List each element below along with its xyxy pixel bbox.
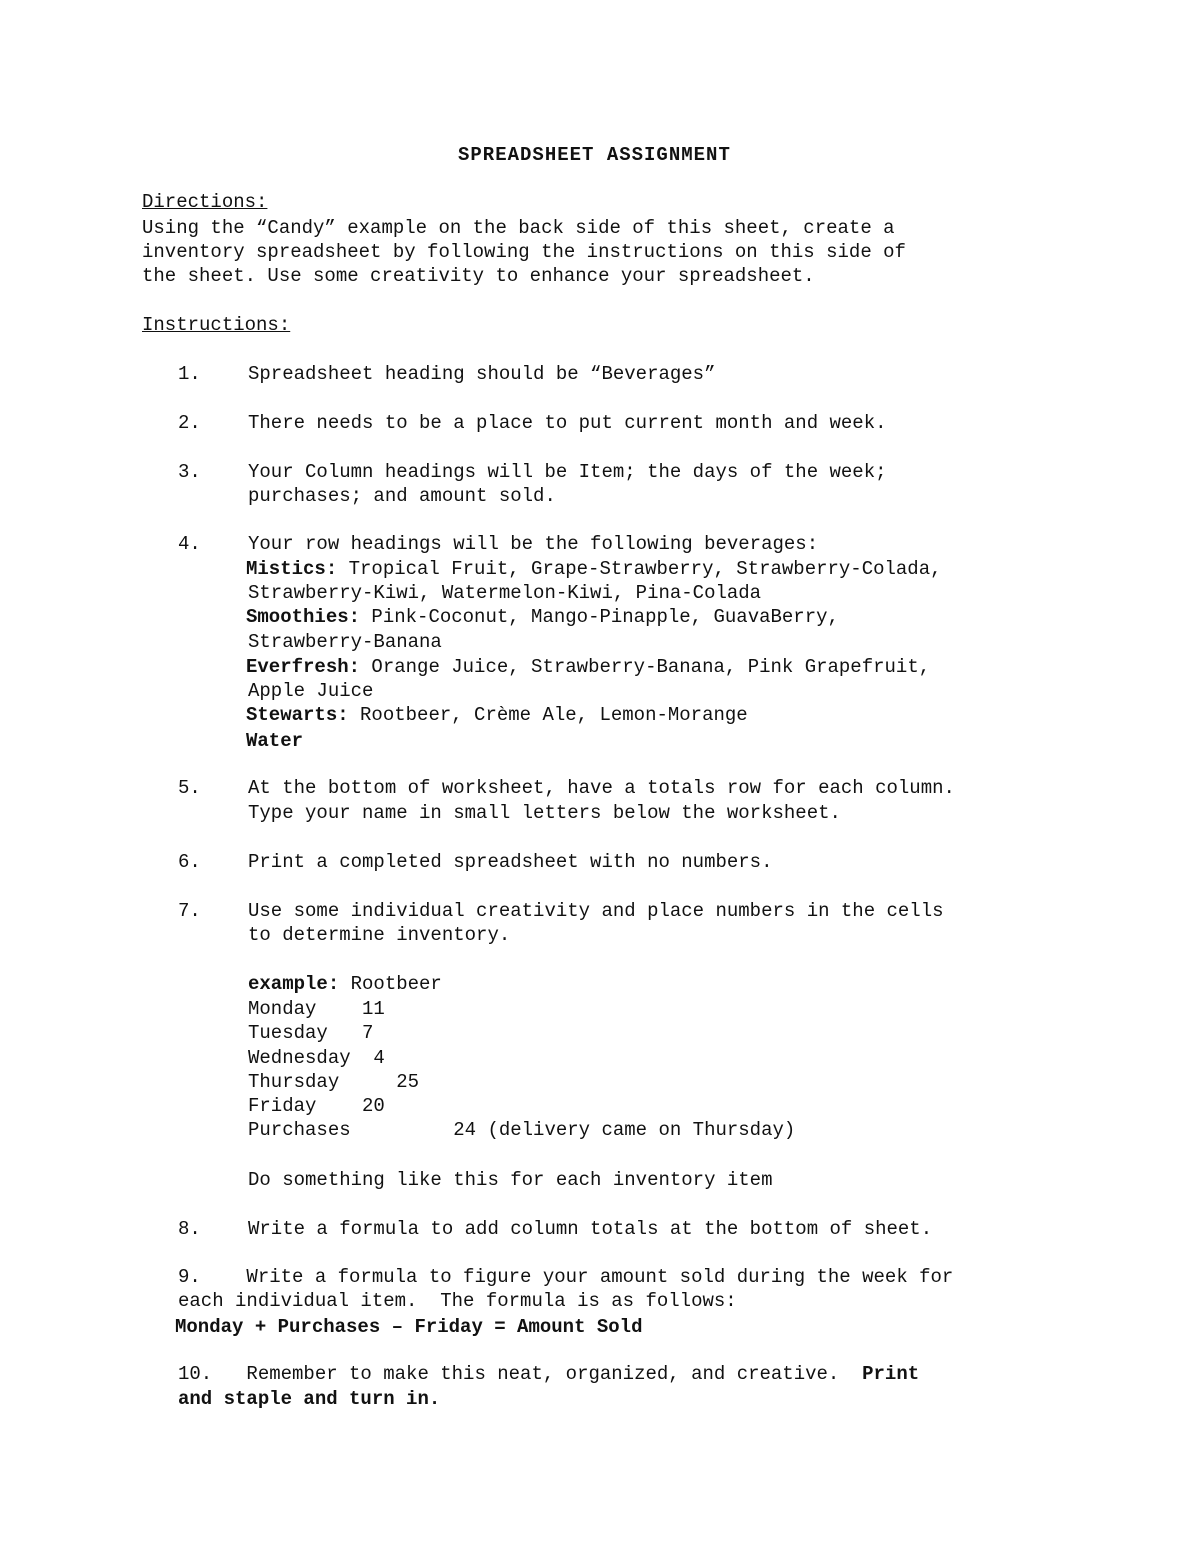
directions-heading: Directions: [142,191,268,213]
example-row-thursday: Thursday 25 [248,1071,420,1093]
item-10-line-1 [178,1362,919,1386]
everfresh-list: Orange Juice, Strawberry-Banana, Pink Grapefruit, [360,656,931,678]
item-1-number: 1. [178,363,201,385]
item-7-number: 7. [178,900,201,922]
item-8-number: 8. [178,1218,201,1240]
item-3-line-1: Your Column headings will be Item; the days of the week; [248,461,887,483]
item-5-number: 5. [178,777,201,799]
item-9-line-2: each individual item. The formula is as follows: [178,1290,737,1312]
smoothies-line [246,605,839,629]
mistics-label: Mistics: [246,558,338,580]
item-7-closing: Do something like this for each inventory item [248,1169,773,1191]
directions-line-1: Using the “Candy” example on the back side of this sheet, create a [142,217,895,239]
item-7-line-2: to determine inventory. [248,924,511,946]
directions-line-3: the sheet. Use some creativity to enhance your spreadsheet. [142,265,815,287]
everfresh-label: Everfresh: [246,656,361,678]
item-6-text: Print a completed spreadsheet with no numbers. [248,851,773,873]
smoothies-list: Pink-Coconut, Mango-Pinapple, GuavaBerry, [360,606,839,628]
stewarts-line [246,703,748,727]
example-label: example: [248,973,340,995]
directions-line-2: inventory spreadsheet by following the instructions on this side of [142,241,906,263]
example-row-purchases: Purchases 24 (delivery came on Thursday) [248,1119,796,1141]
item-4-intro: Your row headings will be the following beverages: [248,533,819,555]
item-5-line-1: At the bottom of worksheet, have a totals row for each column. [248,777,955,799]
stewarts-label: Stewarts: [246,704,349,726]
item-8-text: Write a formula to add column totals at the bottom of sheet. [248,1218,933,1240]
mistics-continued: Strawberry-Kiwi, Watermelon-Kiwi, Pina-Colada [248,582,762,604]
example-row-friday: Friday 20 [248,1095,385,1117]
item-9-line-1: 9. Write a formula to figure your amount sold during the week for [178,1266,954,1288]
item-1-text: Spreadsheet heading should be “Beverages” [248,363,716,385]
item-2-text: There needs to be a place to put current month and week. [248,412,887,434]
instructions-heading: Instructions: [142,314,291,336]
item-4-number: 4. [178,533,201,555]
item-2-number: 2. [178,412,201,434]
mistics-line [246,557,942,581]
water-label: Water [246,730,304,752]
mistics-list: Tropical Fruit, Grape-Strawberry, Strawberry-Colada, [337,558,942,580]
item-10-line-2: and staple and turn in. [178,1388,441,1410]
example-row-wednesday: Wednesday 4 [248,1047,385,1069]
item-3-number: 3. [178,461,201,483]
item-5-line-2: Type your name in small letters below the worksheet. [248,802,841,824]
item-10-print: Print [862,1363,920,1385]
example-row-monday: Monday 11 [248,998,385,1020]
example-row-tuesday: Tuesday 7 [248,1022,374,1044]
item-6-number: 6. [178,851,201,873]
stewarts-list: Rootbeer, Crème Ale, Lemon-Morange [348,704,748,726]
page-title: SPREADSHEET ASSIGNMENT [458,144,731,166]
item-3-line-2: purchases; and amount sold. [248,485,556,507]
example-item: Rootbeer [339,973,442,995]
smoothies-label: Smoothies: [246,606,361,628]
amount-sold-formula: Monday + Purchases – Friday = Amount Sold [175,1316,643,1338]
everfresh-line [246,655,930,679]
item-7-line-1: Use some individual creativity and place numbers in the cells [248,900,944,922]
everfresh-continued: Apple Juice [248,680,374,702]
example-line [248,972,442,996]
item-10-text: 10. Remember to make this neat, organized, and creative. [178,1363,863,1385]
smoothies-continued: Strawberry-Banana [248,631,442,653]
